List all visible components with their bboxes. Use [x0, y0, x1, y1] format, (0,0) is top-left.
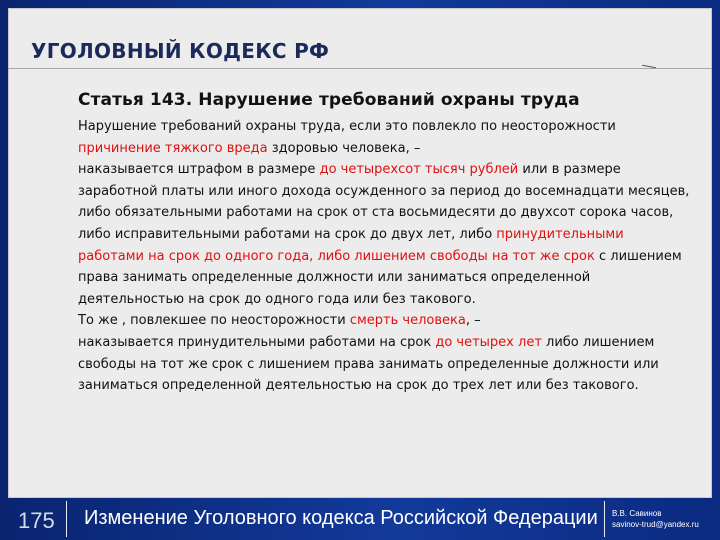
- article-text: или в размере заработной платы или иного дохода осужденного за период до восемнадцати месяцев, либо обязательными работами на срок от ста восьмидесяти до двухсот сорока часов, либо исправительными работами на срок до двух лет, либо: [78, 162, 690, 242]
- highlighted-text: принудительными работами на срок до одного года, либо лишением свободы на тот же срок: [78, 226, 624, 264]
- highlighted-text: до четырехсот тысяч рублей: [319, 162, 519, 178]
- article-title: Статья 143. Нарушение требований охраны труда: [78, 90, 580, 110]
- article-text: , –: [465, 313, 481, 329]
- article-text: с лишением права занимать определенные должности или заниматься определенной деятельностью на срок до одного года или без такового.: [78, 248, 682, 307]
- article-text: наказывается штрафом в размере: [78, 162, 320, 178]
- footer-divider-right: [604, 501, 605, 537]
- highlighted-text: смерть человека: [349, 313, 466, 329]
- highlighted-text: до четырех лет: [435, 334, 542, 350]
- footer-title: Изменение Уголовного кодекса Российской Федерации: [84, 507, 598, 529]
- slide-title: УГОЛОВНЫЙ КОДЕКС РФ: [31, 39, 330, 63]
- article-content: [78, 90, 690, 397]
- title-divider: [8, 68, 712, 69]
- footer: [0, 498, 720, 540]
- author-name: В.В. Савинов: [612, 509, 662, 518]
- article-text: То же , повлекшее по неосторожности: [78, 313, 350, 329]
- author-email: savinov-trud@yandex.ru: [612, 520, 699, 529]
- article-text: наказывается принудительными работами на срок: [78, 334, 436, 350]
- highlighted-text: причинение тяжкого вреда: [78, 140, 268, 156]
- page-number: 175: [18, 508, 55, 533]
- author-block: [612, 508, 699, 530]
- article-text: здоровью человека, –: [267, 140, 421, 156]
- article-body: [78, 116, 690, 397]
- article-text: либо лишением свободы на тот же срок с лишением права занимать определенные должности или заниматься определенной деятельностью на срок до трех лет или без такового.: [78, 334, 659, 394]
- footer-divider: [66, 501, 67, 537]
- article-text: Нарушение требований охраны труда, если это повлекло по неосторожности: [78, 119, 616, 134]
